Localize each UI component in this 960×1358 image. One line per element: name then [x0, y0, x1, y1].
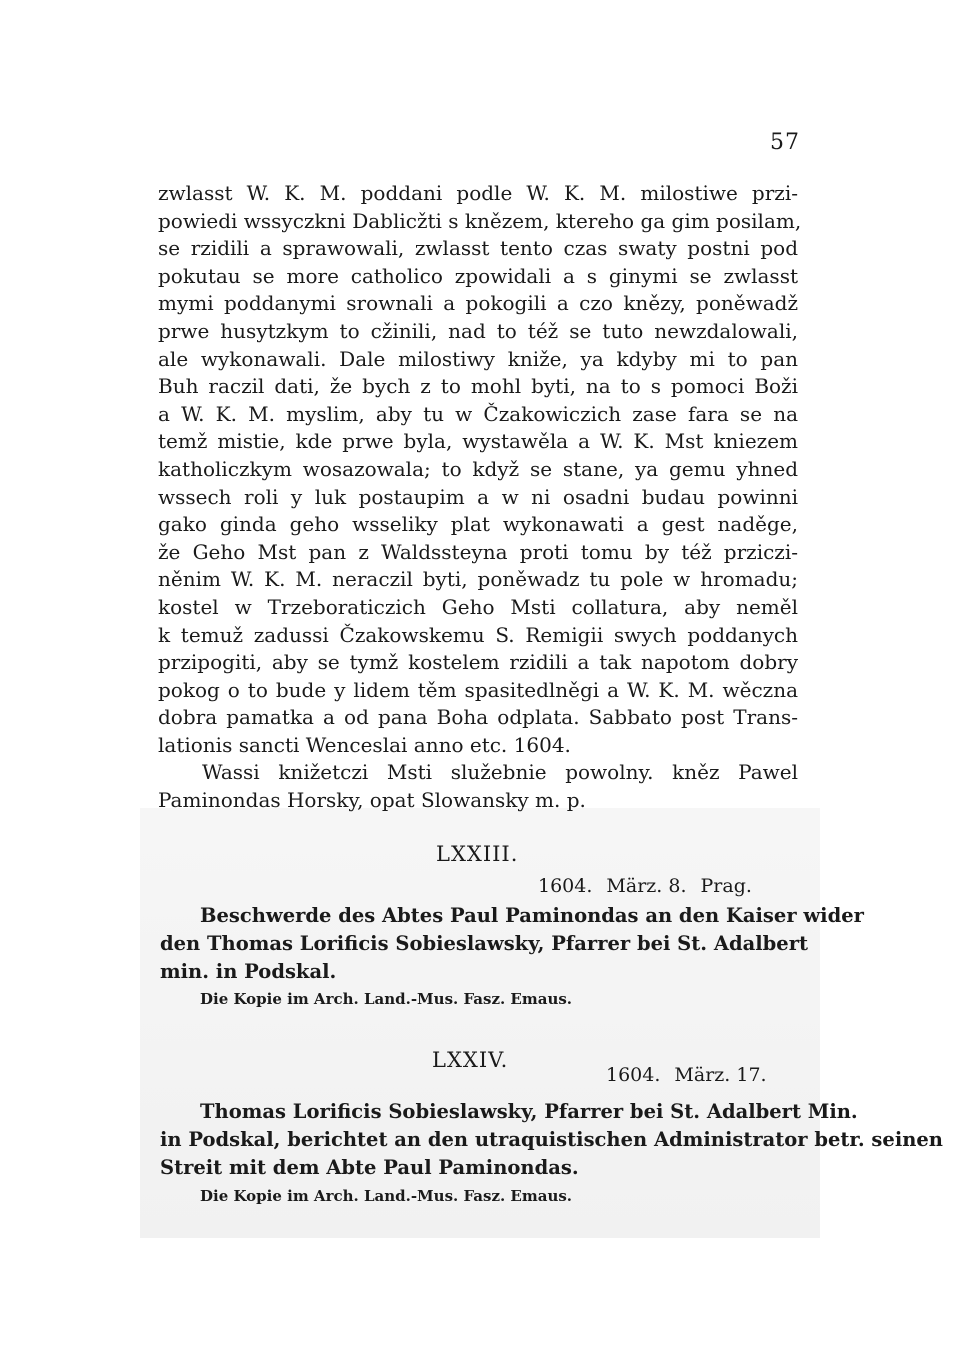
- entry-year: 1604.: [606, 1064, 661, 1086]
- entry-date: [606, 1064, 781, 1086]
- regest-line: den Thomas Lorificis Sobieslawsky, Pfarrer bei St. Adalbert: [160, 932, 808, 955]
- letter-line: temž mistie, kde prwe byla, wystawěla a W. K. Mst kniezem: [158, 429, 798, 454]
- signature-line: Paminondas Horsky, opat Slowansky m. p.: [158, 788, 586, 813]
- letter-line: a W. K. M. myslim, aby tu w Čzakowiczich zase fara se na: [158, 401, 798, 426]
- letter-line: zwlasst W. K. M. poddani podle W. K. M. milostiwe przi-: [158, 181, 798, 205]
- regest-line: min. in Podskal.: [160, 960, 337, 983]
- letter-line: prwe husytzkym to cžinili, nad to též se tuto newzdalowali,: [158, 318, 798, 343]
- letter-line: dobra pamatka a od pana Boha odplata. Sabbato post Trans-: [158, 705, 798, 730]
- entry-date: [538, 875, 766, 897]
- entry-day: März. 17.: [674, 1064, 767, 1086]
- letter-line: že Geho Mst pan z Waldssteyna proti tomu by též prziczi-: [158, 539, 798, 564]
- page-number: 57: [770, 130, 800, 155]
- letter-line: Buh raczil dati, že bych z to mohl byti, na to s pomoci Boži: [158, 374, 798, 399]
- signature-line: Wassi knižetczi Msti služebnie powolny. kněz Pawel: [202, 760, 798, 785]
- letter-line: pokog o to bude y lidem těm spasitedlněgi a W. K. M. wěczna: [158, 677, 798, 702]
- letter-line: ale wykonawali. Dale milostiwy kniže, ya kdyby mi to pan: [158, 346, 798, 371]
- letter-line: něnim W. K. M. neraczil byti, poněwadz tu pole w hromadu;: [158, 567, 798, 592]
- letter-line: k temuž zadussi Čzakowskemu S. Remigii swych poddanych: [158, 622, 798, 647]
- letter-line: gako ginda geho wsseliky plat wykonawati a gest naděge,: [158, 512, 798, 537]
- regest-line: Thomas Lorificis Sobieslawsky, Pfarrer bei St. Adalbert Min.: [200, 1100, 858, 1123]
- letter-line: se rzidili a sprawowali, zwlasst tento czas swaty postni pod: [158, 236, 798, 261]
- letter-line: powiedi wssyczkni Dablicžti s knězem, ktereho ga gim posilam,: [158, 208, 802, 233]
- regest-line: Streit mit dem Abte Paul Paminondas.: [160, 1156, 579, 1179]
- regest-line: Beschwerde des Abtes Paul Paminondas an den Kaiser wider: [200, 904, 864, 927]
- letter-line: katholiczkym wosazowala; to když se stane, ya gemu yhned: [158, 456, 798, 481]
- letter-line: mymi poddanymi srownali a pokogili a czo knězy, poněwadž: [158, 291, 798, 316]
- entry-day: März. 8.: [606, 875, 687, 897]
- letter-line: kostel w Trzeboraticzich Geho Msti collatura, aby neměl: [158, 594, 798, 619]
- entry-year: 1604.: [538, 875, 593, 897]
- letter-line: wssech roli y luk postaupim a w ni osadni budau powinni: [158, 484, 798, 509]
- letter-line: lationis sancti Wenceslai anno etc. 1604.: [158, 732, 571, 757]
- regest-line: in Podskal, berichtet an den utraquistischen Administrator betr. seinen: [160, 1128, 943, 1151]
- entry-source: Die Kopie im Arch. Land.-Mus. Fasz. Emaus.: [200, 1187, 573, 1205]
- entry-place: Prag.: [700, 875, 752, 897]
- entry-regest: [160, 902, 864, 986]
- entry-number: LXXIII.: [436, 842, 519, 866]
- entry-source: Die Kopie im Arch. Land.-Mus. Fasz. Emaus.: [200, 990, 573, 1008]
- letter-line: przipogiti, aby se tymž kostelem rzidili a tak napotom dobry: [158, 650, 798, 675]
- letter-body: [158, 180, 802, 815]
- entry-regest: [160, 1098, 943, 1182]
- entry-number: LXXIV.: [432, 1048, 509, 1072]
- letter-line: pokutau se more catholico zpowidali a s ginymi se zwlasst: [158, 263, 798, 288]
